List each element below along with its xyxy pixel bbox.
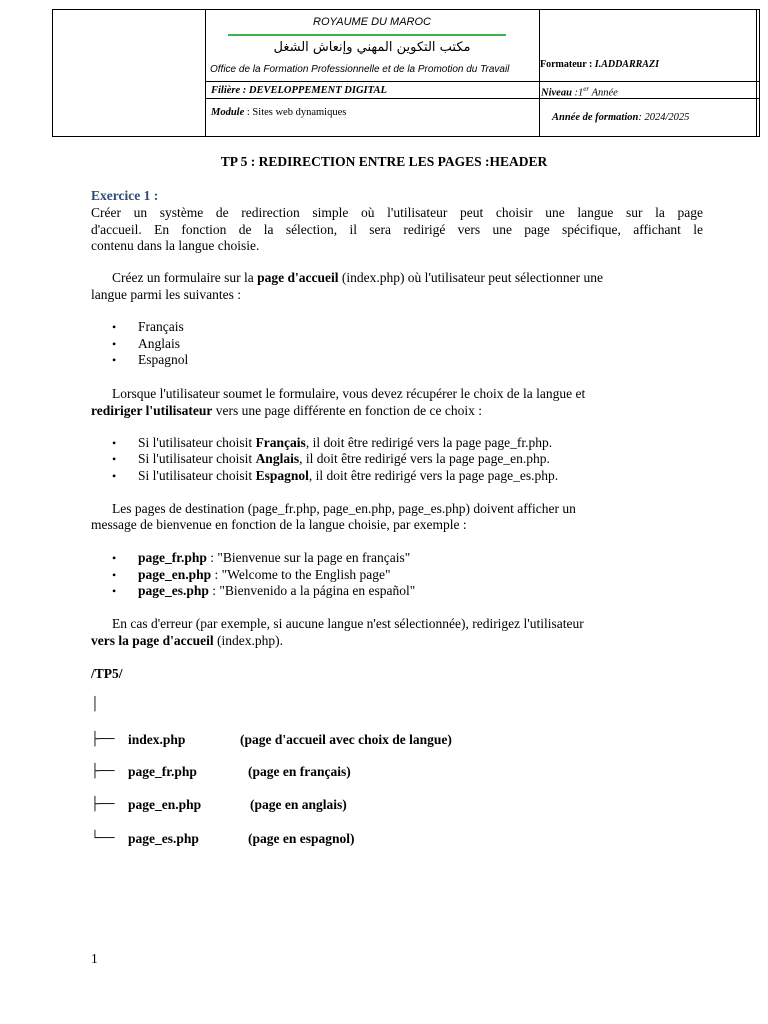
instruction-line: langue parmi les suivantes : bbox=[91, 287, 241, 302]
redirect-item bbox=[138, 468, 558, 485]
niveau-suffix: Année bbox=[589, 87, 618, 99]
bullet-icon: • bbox=[112, 584, 117, 598]
redirect-item bbox=[138, 435, 552, 452]
text-run: : "Welcome to the English page" bbox=[211, 567, 391, 582]
niveau-value: :1 bbox=[571, 87, 584, 99]
text-run: Si l'utilisateur choisit bbox=[138, 451, 256, 466]
message-item bbox=[138, 567, 391, 584]
message-item bbox=[138, 583, 415, 600]
instruction-line bbox=[112, 270, 603, 287]
text-run: , il doit être redirigé vers la page page_fr.php. bbox=[305, 435, 553, 450]
module-value: : Sites web dynamiques bbox=[244, 107, 347, 118]
page-number: 1 bbox=[91, 951, 98, 966]
tree-file-desc: (page en français) bbox=[248, 764, 351, 779]
bullet-icon: • bbox=[112, 551, 117, 565]
language-item: Espagnol bbox=[138, 352, 189, 367]
text-run-bold: vers la page d'accueil bbox=[91, 633, 214, 648]
intro-line: contenu dans la langue choisie. bbox=[91, 238, 260, 253]
instruction-line: Les pages de destination (page_fr.php, page_en.php, page_es.php) doivent afficher un bbox=[112, 501, 576, 516]
tree-connector: └── bbox=[91, 831, 115, 846]
redirect-item bbox=[138, 451, 550, 468]
message-item bbox=[138, 550, 410, 567]
instruction-line bbox=[91, 633, 283, 650]
text-run-bold: Espagnol bbox=[255, 468, 309, 483]
instruction-line bbox=[91, 403, 482, 420]
page-title: TP 5 : REDIRECTION ENTRE LES PAGES :HEADER bbox=[220, 154, 548, 169]
filiere-value: : DEVELOPPEMENT DIGITAL bbox=[240, 85, 387, 96]
header-divider bbox=[756, 10, 757, 136]
bullet-icon: • bbox=[112, 320, 117, 334]
tree-connector: │ bbox=[91, 697, 99, 712]
exercise-heading: Exercice 1 : bbox=[91, 188, 159, 203]
annee-value: : 2024/2025 bbox=[638, 112, 690, 123]
header-divider bbox=[205, 10, 206, 136]
intro-line: d'accueil. En fonction de la sélection, il sera redirigé vers une page spécifique, affichant le bbox=[91, 221, 703, 237]
bullet-icon: • bbox=[112, 452, 117, 466]
royaume-label: ROYAUME DU MAROC bbox=[313, 16, 431, 28]
bullet-icon: • bbox=[112, 337, 117, 351]
tree-connector: ├── bbox=[91, 732, 115, 747]
office-name: Office de la Formation Professionnelle et de la Promotion du Travail bbox=[210, 64, 510, 75]
language-item: Français bbox=[138, 319, 184, 334]
text-run: , il doit être redirigé vers la page page_es.php. bbox=[308, 468, 559, 483]
logo-underline bbox=[228, 34, 506, 36]
niveau-field bbox=[541, 85, 618, 99]
header-divider bbox=[539, 10, 540, 136]
text-run-bold: page_fr.php bbox=[138, 550, 207, 565]
annee-field bbox=[552, 112, 689, 123]
bullet-icon: • bbox=[112, 568, 117, 582]
bullet-icon: • bbox=[112, 436, 117, 450]
text-run-bold: Français bbox=[255, 435, 306, 450]
tree-root: /TP5/ bbox=[91, 666, 123, 681]
header-divider bbox=[205, 81, 759, 82]
intro-paragraph bbox=[91, 205, 703, 255]
formateur-field bbox=[540, 59, 659, 70]
text-run: Si l'utilisateur choisit bbox=[138, 468, 256, 483]
text-run-bold: Anglais bbox=[255, 451, 300, 466]
text-run: (index.php). bbox=[213, 633, 283, 648]
niveau-label: Niveau bbox=[541, 87, 572, 99]
tree-file-name: index.php bbox=[128, 732, 186, 747]
text-run: (index.php) où l'utilisateur peut sélectionner une bbox=[338, 270, 603, 285]
tree-file-desc: (page en espagnol) bbox=[248, 831, 355, 846]
text-run: Créez un formulaire sur la bbox=[112, 270, 258, 285]
text-run-bold: page_en.php bbox=[138, 567, 212, 582]
text-run-bold: page_es.php bbox=[138, 583, 209, 598]
module-field bbox=[211, 107, 346, 118]
text-run-bold: rediriger l'utilisateur bbox=[91, 403, 213, 418]
text-run: : "Bienvenue sur la page en français" bbox=[206, 550, 411, 565]
formateur-label: Formateur : bbox=[540, 59, 595, 70]
text-run: , il doit être redirigé vers la page page_en.php. bbox=[299, 451, 550, 466]
intro-line: Créer un système de redirection simple où l'utilisateur peut choisir une langue sur la page bbox=[91, 205, 703, 220]
document-header-table bbox=[52, 9, 760, 137]
tree-connector: ├── bbox=[91, 797, 115, 812]
niveau-sup: er bbox=[583, 85, 590, 93]
text-run: : "Bienvenido a la página en español" bbox=[208, 583, 416, 598]
module-label: Module bbox=[211, 107, 245, 118]
filiere-field bbox=[211, 85, 387, 96]
text-run-bold: page d'accueil bbox=[257, 270, 339, 285]
text-run: vers une page différente en fonction de ce choix : bbox=[212, 403, 482, 418]
header-divider bbox=[205, 98, 759, 99]
ofppt-arabic-logo: مكتب التكوين المهني وإنعاش الشغل bbox=[273, 40, 471, 55]
formateur-value: I.ADDARRAZI bbox=[594, 59, 659, 70]
tree-file-name: page_es.php bbox=[128, 831, 199, 846]
text-run: Si l'utilisateur choisit bbox=[138, 435, 256, 450]
tree-file-name: page_fr.php bbox=[128, 764, 197, 779]
tree-file-name: page_en.php bbox=[128, 797, 202, 812]
bullet-icon: • bbox=[112, 353, 117, 367]
tree-file-desc: (page d'accueil avec choix de langue) bbox=[240, 732, 452, 747]
language-item: Anglais bbox=[138, 336, 180, 351]
annee-label: Année de formation bbox=[552, 112, 639, 123]
instruction-line: message de bienvenue en fonction de la langue choisie, par exemple : bbox=[91, 517, 467, 532]
filiere-label: Filière bbox=[211, 85, 241, 96]
instruction-line: En cas d'erreur (par exemple, si aucune langue n'est sélectionnée), redirigez l'utilisateur bbox=[112, 616, 584, 631]
bullet-icon: • bbox=[112, 469, 117, 483]
tree-connector: ├── bbox=[91, 764, 115, 779]
tree-file-desc: (page en anglais) bbox=[250, 797, 347, 812]
instruction-line: Lorsque l'utilisateur soumet le formulaire, vous devez récupérer le choix de la langue et bbox=[112, 386, 586, 401]
